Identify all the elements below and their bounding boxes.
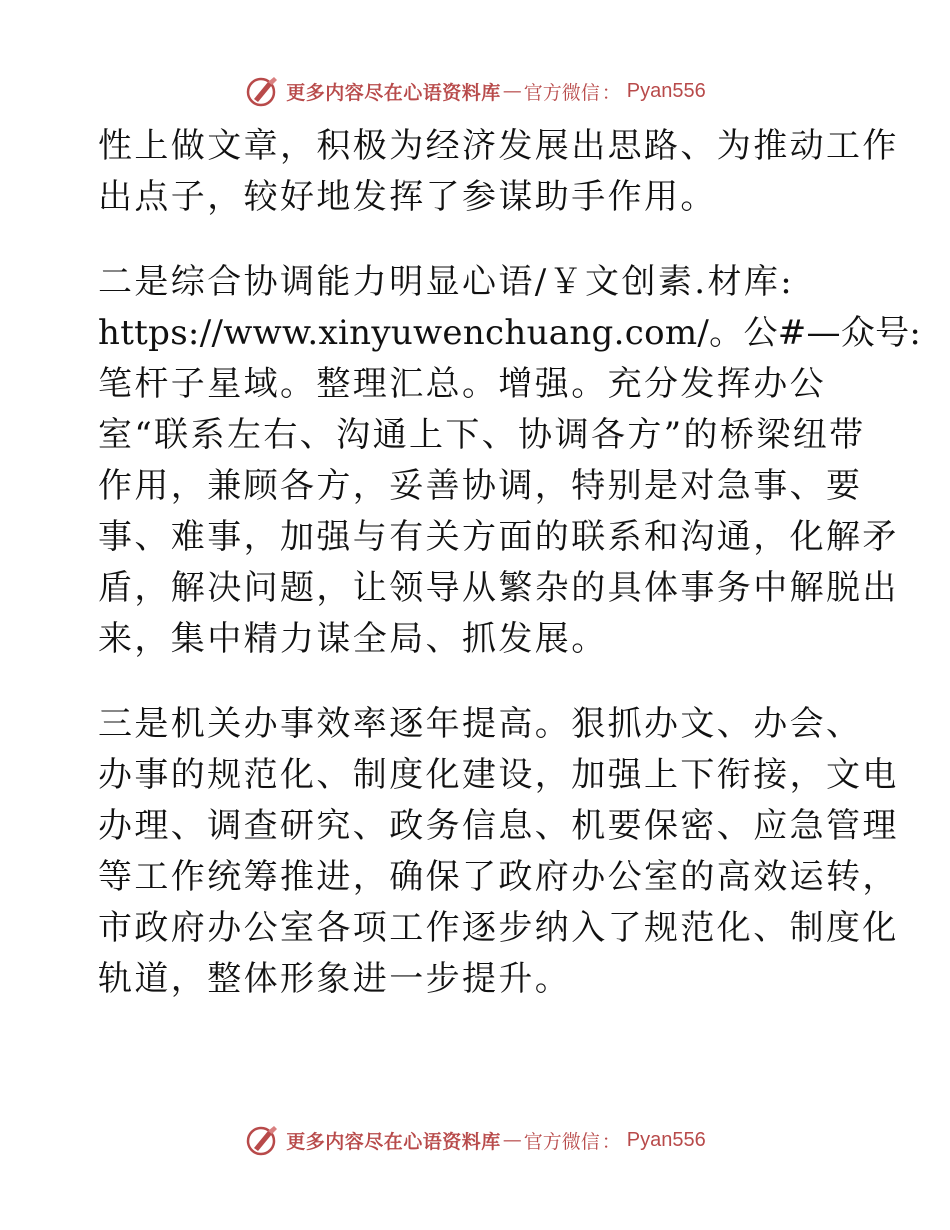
watermark-wechat-id: Pyan556 [626,1128,706,1151]
text-line: https://www.xinyuwenchuang.com/。公#—众号: [98,313,922,353]
watermark-footer [0,1120,950,1160]
pen-logo-icon [244,74,280,108]
text-line: 作用，兼顾各方，妥善协调，特别是对急事、要 [98,466,863,506]
watermark-wechat-label: 官方微信 [523,1130,600,1153]
text-line: 轨道，整体形象进一步提升。 [98,959,572,999]
text-line: 室“联系左右、沟通上下、协调各方”的桥梁纽带 [98,415,866,455]
watermark-colon: ： [601,1130,621,1153]
text-line: 办理、调查研究、政务信息、机要保密、应急管理 [98,806,899,846]
pen-logo-icon [244,1123,280,1157]
text-line: 事、难事，加强与有关方面的联系和沟通，化解矛 [98,517,899,557]
watermark-dash: — [502,1129,522,1151]
watermark-site-text: 更多内容尽在心语资料库 [286,1130,501,1153]
paragraph-2 [98,257,922,665]
text-line: 出点子，较好地发挥了参谋助手作用。 [98,177,717,217]
text-line: 笔杆子星域。整理汇总。增强。充分发挥办公 [98,364,826,404]
watermark-header [0,71,950,111]
paragraph-1 [98,121,899,223]
watermark-site-text: 更多内容尽在心语资料库 [286,81,501,104]
watermark-dash: — [502,80,522,102]
text-line: 等工作统筹推进，确保了政府办公室的高效运转， [98,857,899,897]
watermark-wechat-id: Pyan556 [626,79,706,102]
text-line: 盾，解决问题，让领导从繁杂的具体事务中解脱出 [98,568,899,608]
document-body [98,121,922,1005]
text-line: 来，集中精力谋全局、抓发展。 [98,619,608,659]
text-line: 三是机关办事效率逐年提高。狠抓办文、办会、 [98,704,863,744]
text-line: 性上做文章，积极为经济发展出思路、为推动工作 [98,126,899,166]
paragraph-3 [98,699,899,1005]
text-line: 二是综合协调能力明显心语/￥文创素.材库: [98,262,795,302]
watermark-colon: ： [601,81,621,104]
watermark-wechat-label: 官方微信 [523,81,600,104]
text-line: 市政府办公室各项工作逐步纳入了规范化、制度化 [98,908,899,948]
text-line: 办事的规范化、制度化建设，加强上下衔接，文电 [98,755,899,795]
